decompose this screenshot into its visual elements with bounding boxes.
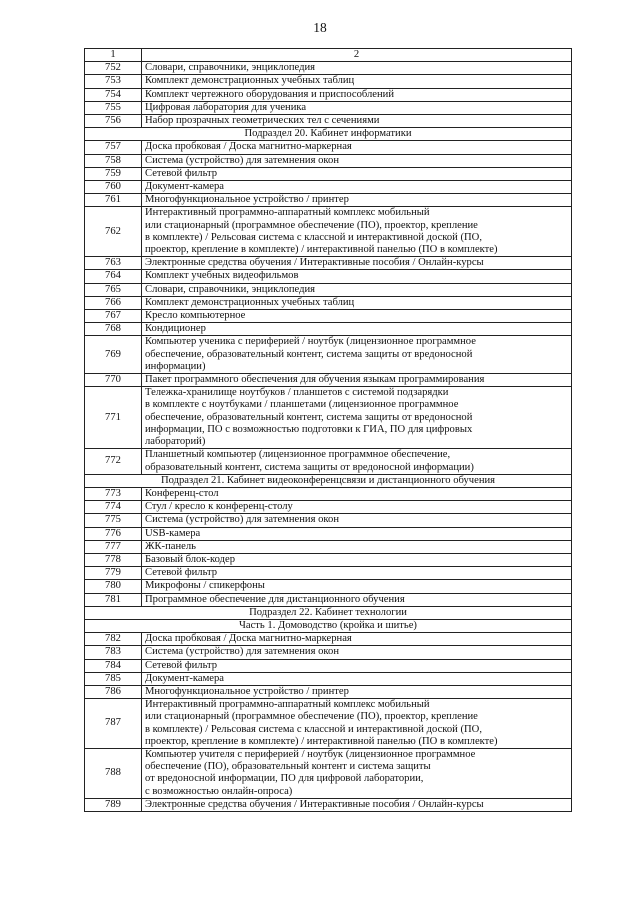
item-number: 783: [85, 646, 142, 659]
item-name: Электронные средства обучения / Интерактивные пособия / Онлайн-курсы: [142, 798, 572, 811]
item-name-line: Компьютер ученика с периферией / ноутбук (лицензионное программное: [145, 336, 476, 348]
table-row: [85, 553, 572, 566]
item-number: 772: [85, 449, 142, 474]
item-name: Программное обеспечение для дистанционного обучения: [142, 593, 572, 606]
table-row: [85, 141, 572, 154]
item-name-line: обеспечение (ПО), образовательный контент и система защиты: [145, 761, 431, 773]
table-row: [85, 115, 572, 128]
item-name: Стул / кресло к конференц-столу: [142, 501, 572, 514]
table-row: [85, 257, 572, 270]
table-row: [85, 62, 572, 75]
section-heading-row: [85, 606, 572, 619]
column-header-name: 2: [142, 49, 572, 62]
item-number: 754: [85, 88, 142, 101]
item-name: Электронные средства обучения / Интерактивные пособия / Онлайн-курсы: [142, 257, 572, 270]
item-number: 771: [85, 387, 142, 449]
item-name-line: Компьютер учителя с периферией / ноутбук (лицензионное программное: [145, 748, 476, 760]
table-row: [85, 101, 572, 114]
table-row: [85, 685, 572, 698]
item-name: [142, 387, 572, 449]
item-number: 753: [85, 75, 142, 88]
item-name: [142, 336, 572, 374]
item-name: Словари, справочники, энциклопедия: [142, 62, 572, 75]
item-name: Кондиционер: [142, 323, 572, 336]
item-name: ЖК-панель: [142, 540, 572, 553]
item-name: Сетевой фильтр: [142, 167, 572, 180]
table-row: [85, 487, 572, 500]
item-number: 757: [85, 141, 142, 154]
item-name: Пакет программного обеспечения для обучения языкам программирования: [142, 374, 572, 387]
item-number: 788: [85, 748, 142, 798]
item-number: 759: [85, 167, 142, 180]
item-number: 774: [85, 501, 142, 514]
item-name: [142, 207, 572, 257]
table-row: [85, 659, 572, 672]
item-number: 787: [85, 699, 142, 749]
item-name: USB-камера: [142, 527, 572, 540]
table-row: [85, 75, 572, 88]
item-name: [142, 699, 572, 749]
item-number: 784: [85, 659, 142, 672]
item-name-line: Интерактивный программно-аппаратный комплекс мобильный: [145, 207, 430, 219]
item-number: 762: [85, 207, 142, 257]
item-name: Базовый блок-кодер: [142, 553, 572, 566]
section-heading: Подраздел 20. Кабинет информатики: [85, 128, 572, 141]
item-name-line: в комплекте) / Рельсовая система с классной и интерактивной доской (ПО,: [145, 723, 482, 735]
item-name: Комплект чертежного оборудования и приспособлений: [142, 88, 572, 101]
item-name: Сетевой фильтр: [142, 659, 572, 672]
table-row: [85, 167, 572, 180]
item-name-line: проектор, крепление в комплекте) / интерактивной панелью (ПО в комплекте): [145, 735, 498, 747]
item-number: 756: [85, 115, 142, 128]
table-row: [85, 323, 572, 336]
item-name-line: или стационарный (программное обеспечение (ПО), проектор, крепление: [145, 219, 478, 231]
item-name-line: в комплекте) / Рельсовая система с классной и интерактивной доской (ПО,: [145, 231, 482, 243]
table-row: [85, 194, 572, 207]
item-name: Система (устройство) для затемнения окон: [142, 154, 572, 167]
item-name-line: обеспечение, образовательный контент, система защиты от вредоносной: [145, 411, 473, 423]
item-number: 777: [85, 540, 142, 553]
item-number: 789: [85, 798, 142, 811]
item-number: 752: [85, 62, 142, 75]
item-name: Система (устройство) для затемнения окон: [142, 646, 572, 659]
table-row: [85, 310, 572, 323]
item-number: 781: [85, 593, 142, 606]
item-name: Сетевой фильтр: [142, 567, 572, 580]
item-number: 761: [85, 194, 142, 207]
equipment-table: [84, 48, 572, 812]
item-name-line: с возможностью онлайн-опроса): [145, 785, 293, 797]
table-row: [85, 593, 572, 606]
item-number: 758: [85, 154, 142, 167]
section-heading-row: [85, 619, 572, 632]
item-name-line: Тележка-хранилище ноутбуков / планшетов с системой подзарядки: [145, 387, 449, 399]
item-number: 779: [85, 567, 142, 580]
item-number: 778: [85, 553, 142, 566]
table-row: [85, 374, 572, 387]
item-name: Многофункциональное устройство / принтер: [142, 194, 572, 207]
item-name-line: проектор, крепление в комплекте) / интерактивной панелью (ПО в комплекте): [145, 244, 498, 256]
item-name: Словари, справочники, энциклопедия: [142, 283, 572, 296]
item-name-line: в комплекте с ноутбуками / планшетами (лицензионное программное: [145, 399, 459, 411]
table-row: [85, 387, 572, 449]
item-name-line: обеспечение, образовательный контент, система защиты от вредоносной: [145, 348, 473, 360]
item-name-line: информации, ПО с возможностью подготовки к ГИА, ПО для цифровых: [145, 423, 473, 435]
item-number: 782: [85, 633, 142, 646]
table-row: [85, 672, 572, 685]
table-body: [85, 49, 572, 812]
item-number: 766: [85, 296, 142, 309]
item-number: 776: [85, 527, 142, 540]
item-number: 785: [85, 672, 142, 685]
item-name: Микрофоны / спикерфоны: [142, 580, 572, 593]
item-name: Комплект демонстрационных учебных таблиц: [142, 296, 572, 309]
item-name: Комплект демонстрационных учебных таблиц: [142, 75, 572, 88]
item-name-line: Интерактивный программно-аппаратный комплекс мобильный: [145, 699, 430, 711]
section-heading: Часть 1. Домоводство (кройка и шитье): [85, 619, 572, 632]
item-number: 767: [85, 310, 142, 323]
page-number: 18: [313, 20, 327, 35]
item-name: Конференц-стол: [142, 487, 572, 500]
table-row: [85, 88, 572, 101]
item-name-line: образовательный контент, система защиты от вредоносной информации): [145, 461, 474, 473]
item-name-line: Планшетный компьютер (лицензионное программное обеспечение,: [145, 449, 451, 461]
item-number: 768: [85, 323, 142, 336]
table-row: [85, 336, 572, 374]
item-name: Документ-камера: [142, 181, 572, 194]
table-row: [85, 501, 572, 514]
section-heading: Подраздел 22. Кабинет технологии: [85, 606, 572, 619]
item-name: Доска пробковая / Доска магнитно-маркерная: [142, 141, 572, 154]
table-row: [85, 798, 572, 811]
item-name: Многофункциональное устройство / принтер: [142, 685, 572, 698]
table-row: [85, 270, 572, 283]
table-row: [85, 527, 572, 540]
item-name: Доска пробковая / Доска магнитно-маркерная: [142, 633, 572, 646]
section-heading-row: [85, 128, 572, 141]
item-name: Документ-камера: [142, 672, 572, 685]
item-number: 765: [85, 283, 142, 296]
item-number: 770: [85, 374, 142, 387]
item-name-line: или стационарный (программное обеспечение (ПО), проектор, крепление: [145, 711, 478, 723]
item-number: 775: [85, 514, 142, 527]
item-name-line: лабораторий): [145, 436, 206, 448]
table-row: [85, 567, 572, 580]
item-number: 786: [85, 685, 142, 698]
table-row: [85, 540, 572, 553]
item-name: Комплект учебных видеофильмов: [142, 270, 572, 283]
section-heading: Подраздел 21. Кабинет видеоконференцсвязи и дистанционного обучения: [85, 474, 572, 487]
item-number: 760: [85, 181, 142, 194]
table-row: [85, 296, 572, 309]
item-name: Кресло компьютерное: [142, 310, 572, 323]
column-header-number: 1: [85, 49, 142, 62]
table-row: [85, 514, 572, 527]
table-row: [85, 646, 572, 659]
item-name-line: информации): [145, 360, 206, 372]
item-name: Цифровая лаборатория для ученика: [142, 101, 572, 114]
table-header-row: [85, 49, 572, 62]
item-name: Набор прозрачных геометрических тел с сечениями: [142, 115, 572, 128]
item-number: 764: [85, 270, 142, 283]
table-row: [85, 699, 572, 749]
table-row: [85, 580, 572, 593]
item-name: [142, 449, 572, 474]
item-number: 769: [85, 336, 142, 374]
item-number: 773: [85, 487, 142, 500]
table-row: [85, 154, 572, 167]
table-row: [85, 633, 572, 646]
table-row: [85, 283, 572, 296]
item-name: Система (устройство) для затемнения окон: [142, 514, 572, 527]
table-row: [85, 207, 572, 257]
table-row: [85, 449, 572, 474]
table-row: [85, 181, 572, 194]
item-name-line: от вредоносной информации, ПО для цифровой лаборатории,: [145, 773, 424, 785]
table-row: [85, 748, 572, 798]
item-number: 755: [85, 101, 142, 114]
item-number: 763: [85, 257, 142, 270]
section-heading-row: [85, 474, 572, 487]
item-name: [142, 748, 572, 798]
item-number: 780: [85, 580, 142, 593]
